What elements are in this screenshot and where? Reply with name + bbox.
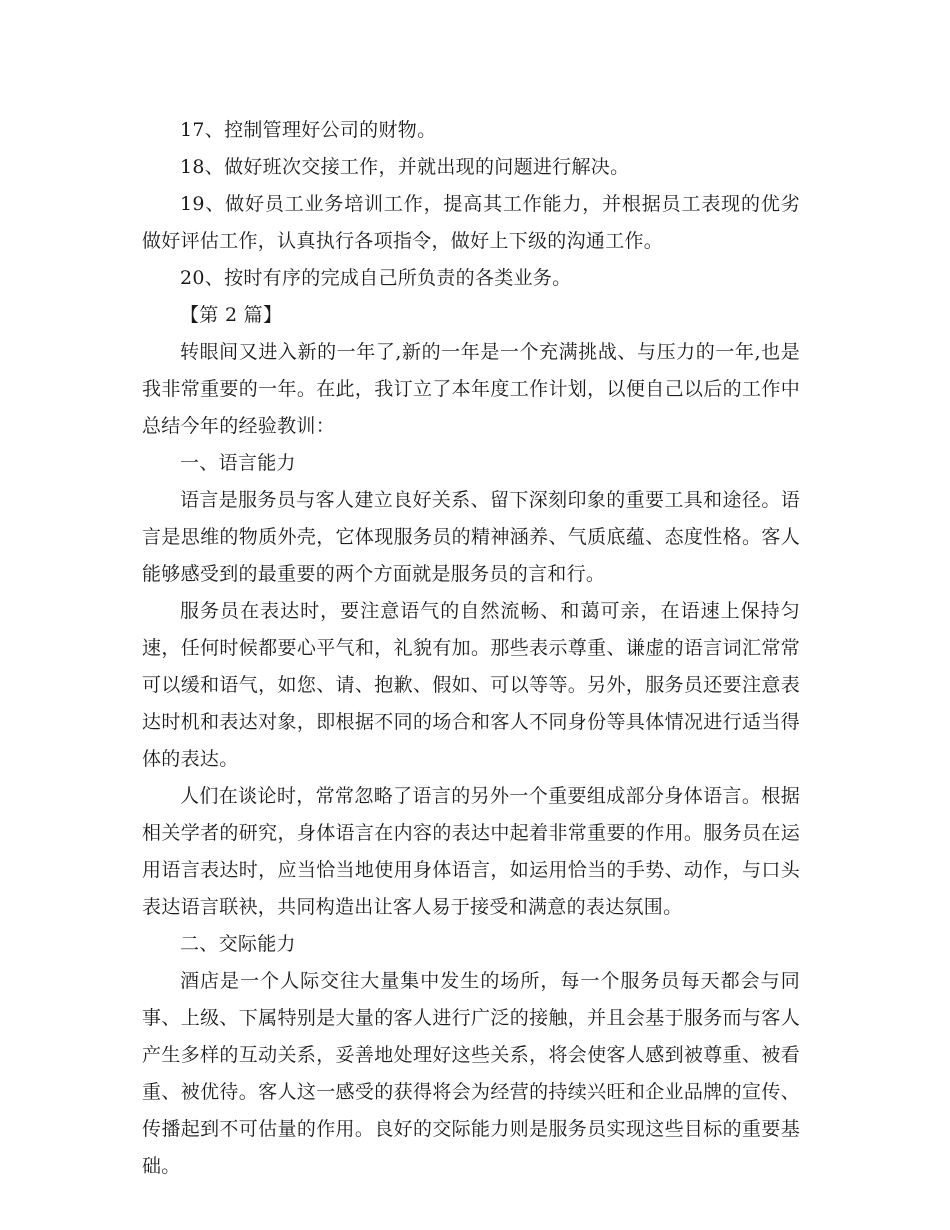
body-paragraph: 服务员在表达时，要注意语气的自然流畅、和蔼可亲，在语速上保持匀速，任何时候都要心平气和，礼貌有加。那些表示尊重、谦虚的语言词汇常常可以缓和语气，如您、请、抱歉、假如、可以等等。另外，服务员还要注意表达时机和表达对象，即根据不同的场合和客人不同身份等具体情况进行适当得体的表达。 (142, 600, 800, 770)
intro-paragraph: 转眼间又进入新的一年了,新的一年是一个充满挑战、与压力的一年,也是我非常重要的一年。在此，我订立了本年度工作计划，以便自己以后的工作中总结今年的经验教训： (142, 341, 800, 437)
body-paragraph: 人们在谈论时，常常忽略了语言的另外一个重要组成部分身体语言。根据相关学者的研究，身体语言在内容的表达中起着非常重要的作用。服务员在运用语言表达时，应当恰当地使用身体语言，如运用恰当的手势、动作，与口头表达语言联袂，共同构造出让客人易于接受和满意的表达氛围。 (142, 785, 800, 918)
document-body (142, 112, 800, 1185)
section-title-part-2: 【第 2 篇】 (180, 304, 283, 326)
heading-social-ability: 二、交际能力 (180, 933, 296, 955)
body-paragraph: 酒店是一个人际交往大量集中发生的场所，每一个服务员每天都会与同事、上级、下属特别是大量的客人进行广泛的接触，并且会基于服务而与客人产生多样的互动关系，妥善地处理好这些关系，将会使客人感到被尊重、被看重、被优待。客人这一感受的获得将会为经营的持续兴旺和企业品牌的宣传、传播起到不可估量的作用。良好的交际能力则是服务员实现这些目标的重要基础。 (142, 970, 800, 1177)
body-paragraph: 语言是服务员与客人建立良好关系、留下深刻印象的重要工具和途径。语言是思维的物质外壳，它体现服务员的精神涵养、气质底蕴、态度性格。客人能够感受到的最重要的两个方面就是服务员的言和行。 (142, 489, 800, 585)
list-item-20: 20、按时有序的完成自己所负责的各类业务。 (180, 267, 572, 289)
list-item-17: 17、控制管理好公司的财物。 (180, 119, 437, 141)
list-item-19: 19、做好员工业务培训工作，提高其工作能力，并根据员工表现的优劣做好评估工作，认真执行各项指令，做好上下级的沟通工作。 (142, 193, 800, 252)
heading-language-ability: 一、语言能力 (180, 452, 296, 474)
list-item-18: 18、做好班次交接工作，并就出现的问题进行解决。 (180, 156, 630, 178)
